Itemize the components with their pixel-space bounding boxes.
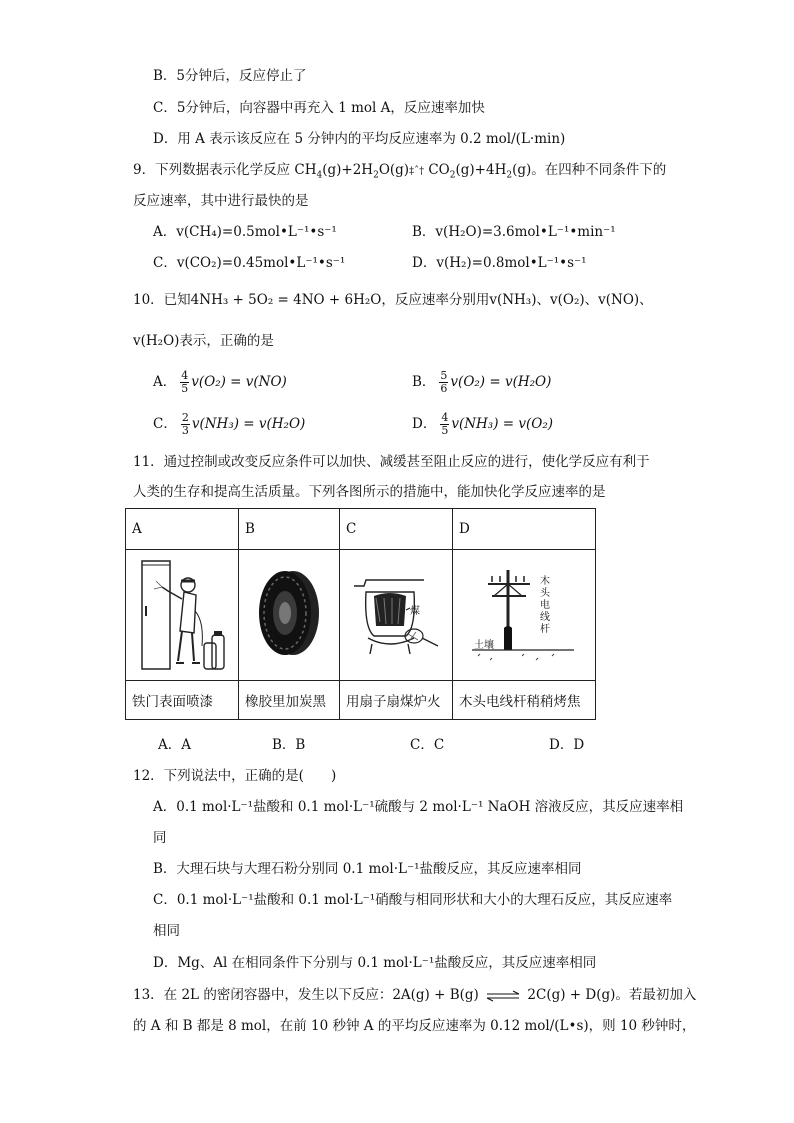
q9-stem-line2: 反应速率，其中进行最快的是 bbox=[133, 193, 309, 209]
q11-answer-d: D．D bbox=[549, 737, 585, 753]
tire-image bbox=[239, 550, 340, 681]
q11-stem-line2: 人类的生存和提高生活质量。下列各图所示的措施中，能加快化学反应速率的是 bbox=[133, 484, 606, 500]
fraction: $\frac{2}{3}$ bbox=[181, 411, 189, 437]
fraction: $\frac{4}{5}$ bbox=[181, 369, 189, 395]
figure-caption: 木头电线杆稍稍烤焦 bbox=[453, 681, 596, 720]
q10-option-a: A． $\frac{4}{5}$ v(O₂) = v(NO) bbox=[153, 369, 287, 395]
q13-stem-line1: 13．在 2L 的密闭容器中，发生以下反应：2A(g) + B(g) 2C(g) + D(g)。若最初加入 bbox=[133, 987, 697, 1003]
q10-option-d: D． $\frac{4}{5}$ v(NH₃) = v(O₂) bbox=[412, 411, 554, 437]
figure-caption: 用扇子扇煤炉火 bbox=[340, 681, 453, 720]
figure-caption: 橡胶里加炭黑 bbox=[239, 681, 340, 720]
pole-label-char: 木 bbox=[540, 575, 550, 587]
q12-option-a-line2: 同 bbox=[153, 830, 167, 846]
spray-painting-image bbox=[126, 550, 239, 681]
fraction: $\frac{5}{6}$ bbox=[440, 369, 448, 395]
q12-stem: 12．下列说法中，正确的是( ) bbox=[133, 768, 337, 784]
q11-answer-b: B．B bbox=[272, 737, 306, 753]
soil-label: 土壤 bbox=[474, 639, 494, 651]
fanning-stove-image bbox=[340, 550, 453, 681]
q12-option-a-line1: A．0.1 mol·L⁻¹盐酸和 0.1 mol·L⁻¹硫酸与 2 mol·L⁻¹ NaOH 溶液反应，其反应速率相 bbox=[153, 799, 684, 815]
q11-figure-table bbox=[125, 508, 596, 720]
q10-stem-line2: v(H₂O)表示，正确的是 bbox=[133, 333, 274, 349]
pole-label-char: 电 bbox=[540, 599, 550, 611]
coal-label: 煤 bbox=[410, 606, 420, 617]
reversible-arrow-icon bbox=[483, 990, 523, 1002]
q11-answer-c: C．C bbox=[410, 737, 445, 753]
q11-stem-line1: 11．通过控制或改变反应条件可以加快、减缓甚至阻止反应的进行，使化学反应有利于 bbox=[133, 454, 650, 470]
pole-label-char: 杆 bbox=[540, 623, 550, 635]
table-header-cell: D bbox=[453, 509, 596, 550]
utility-pole-image bbox=[453, 550, 596, 681]
table-header-cell: B bbox=[239, 509, 340, 550]
q9-stem-line1: 9．下列数据表示化学反应 $CH_4(g)+2H_2O(g)\ddagger ˆ\dagger$ $CO_2(g)+4H_2(g)$。在四种不同条件下的 bbox=[133, 162, 667, 181]
pole-label-char: 头 bbox=[540, 587, 550, 599]
q13-stem-line2: 的 A 和 B 都是 8 mol，在前 10 秒钟 A 的平均反应速率为 0.12 mol/(L•s)，则 10 秒钟时， bbox=[133, 1018, 696, 1034]
q9-option-c: C．v(CO₂)=0.45mol•L⁻¹•s⁻¹ bbox=[153, 255, 346, 271]
q8-option-c: C．5分钟后，向容器中再充入 1 mol A，反应速率加快 bbox=[153, 100, 485, 116]
table-header-cell: C bbox=[340, 509, 453, 550]
q9-option-a: A．v(CH₄)=0.5mol•L⁻¹•s⁻¹ bbox=[153, 224, 337, 240]
pole-label-char: 线 bbox=[540, 611, 550, 623]
q10-option-c: C． $\frac{2}{3}$ v(NH₃) = v(H₂O) bbox=[153, 411, 306, 437]
q10-option-b: B． $\frac{5}{6}$ v(O₂) = v(H₂O) bbox=[412, 369, 552, 395]
q9-option-d: D．v(H₂)=0.8mol•L⁻¹•s⁻¹ bbox=[412, 255, 587, 271]
q12-option-c-line1: C．0.1 mol·L⁻¹盐酸和 0.1 mol·L⁻¹硝酸与相同形状和大小的大理石反应，其反应速率 bbox=[153, 892, 673, 908]
fraction: $\frac{4}{5}$ bbox=[441, 411, 449, 437]
q11-answer-a: A．A bbox=[158, 737, 191, 753]
q10-stem-line1: 10．已知4NH₃ + 5O₂ = 4NO + 6H₂O，反应速率分别用v(NH₃)、v(O₂)、v(NO)、 bbox=[133, 292, 653, 308]
q8-option-b: B．5分钟后，反应停止了 bbox=[153, 68, 307, 84]
equilibrium-arrow-glyph: ‡ˆ† bbox=[409, 166, 425, 177]
q8-option-d: D．用 A 表示该反应在 5 分钟内的平均反应速率为 0.2 mol/(L·min) bbox=[153, 131, 566, 147]
figure-caption: 铁门表面喷漆 bbox=[126, 681, 239, 720]
q12-option-d: D．Mg、Al 在相同条件下分别与 0.1 mol·L⁻¹盐酸反应，其反应速率相同 bbox=[153, 955, 597, 971]
q12-option-b: B．大理石块与大理石粉分别同 0.1 mol·L⁻¹盐酸反应，其反应速率相同 bbox=[153, 861, 582, 877]
q9-option-b: B．v(H₂O)=3.6mol•L⁻¹•min⁻¹ bbox=[412, 224, 616, 240]
q12-option-c-line2: 相同 bbox=[153, 923, 180, 939]
table-header-cell: A bbox=[126, 509, 239, 550]
